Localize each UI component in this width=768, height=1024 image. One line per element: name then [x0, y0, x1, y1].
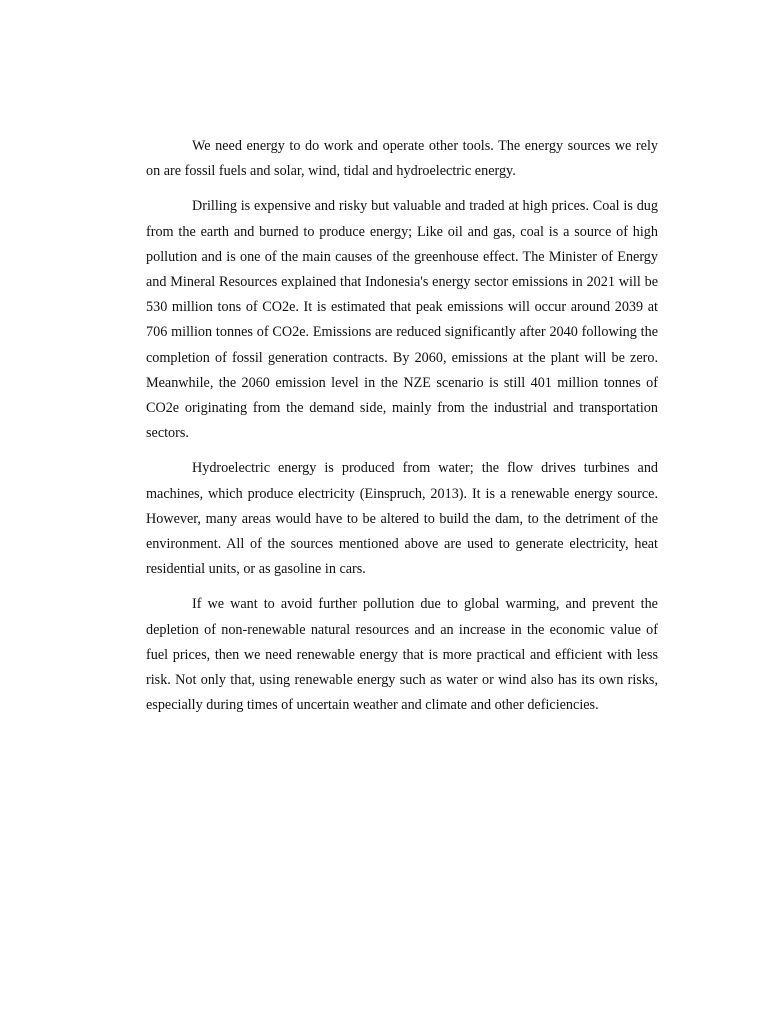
paragraph-energy-sources: We need energy to do work and operate other tools. The energy sources we rely on are fossil fuels and solar, wind, tidal and hydroelectric energy. — [146, 138, 658, 180]
paragraph-hydroelectric: Hydroelectric energy is produced from water; the flow drives turbines and machines, which produce electricity (Einspruch, 2013). It is a renewable energy source. However, many areas would have to be altered to build the dam, to the detriment of the environment. All of the sources mentioned above are used to generate electricity, heat residential units, or as gasoline in cars. — [146, 460, 658, 578]
document-body — [146, 134, 658, 728]
paragraph-drilling-coal-emissions: Drilling is expensive and risky but valuable and traded at high prices. Coal is dug from the earth and burned to produce energy; Like oil and gas, coal is a source of high pollution and is one of the main causes of the greenhouse effect. The Minister of Energy and Mineral Resources explained that Indonesia's energy sector emissions in 2021 will be 530 million tons of CO2e. It is estimated that peak emissions will occur around 2039 at 706 million tonnes of CO2e. Emissions are reduced significantly after 2040 following the completion of fossil generation contracts. By 2060, emissions at the plant will be zero. Meanwhile, the 2060 emission level in the NZE scenario is still 401 million tonnes of CO2e originating from the demand side, mainly from the industrial and transportation sectors. — [146, 198, 658, 442]
paragraph-renewable-energy: If we want to avoid further pollution due to global warming, and prevent the depletion of non-renewable natural resources and an increase in the economic value of fuel prices, then we need renewable energy that is more practical and efficient with less risk. Not only that, using renewable energy such as water or wind also has its own risks, especially during times of uncertain weather and climate and other deficiencies. — [146, 596, 658, 714]
